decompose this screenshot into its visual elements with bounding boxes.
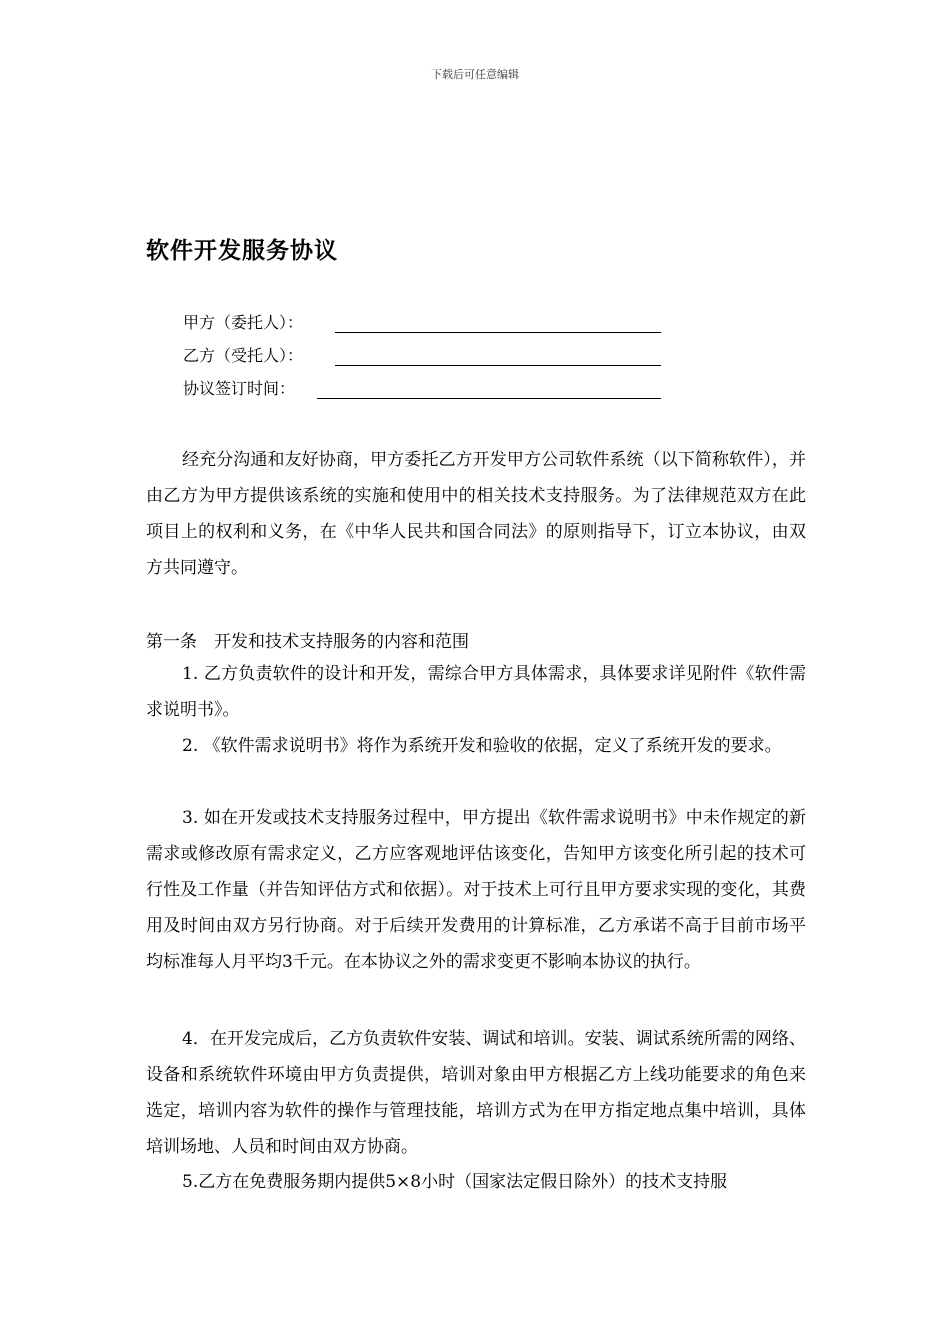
header-note: 下载后可任意编辑 (431, 68, 519, 81)
article-1-item-1: 1. 乙方负责软件的设计和开发，需综合甲方具体需求，具体要求详见附件《软件需求说明书》。 (146, 664, 806, 720)
document-title: 软件开发服务协议 (146, 238, 338, 264)
sign-date-field (183, 376, 295, 402)
party-a-blank (335, 310, 661, 333)
article-1-item-2: 2. 《软件需求说明书》将作为系统开发和验收的依据，定义了系统开发的要求。 (182, 736, 782, 756)
sign-date-blank (317, 376, 661, 399)
party-b-blank (335, 343, 661, 366)
article-1-item-3: 3. 如在开发或技术支持服务过程中，甲方提出《软件需求说明书》中未作规定的新需求或修改原有需求定义，乙方应客观地评估该变化，告知甲方该变化所引起的技术可行性及工作量（并告知评估方式和依据）。对于技术上可行且甲方要求实现的变化，其费用及时间由双方另行协商。对于后续开发费用的计算标准，乙方承诺不高于目前市场平均标准每人月平均3千元。在本协议之外的需求变更不影响本协议的执行。 (146, 808, 806, 972)
intro-paragraph: 经充分沟通和友好协商，甲方委托乙方开发甲方公司软件系统（以下简称软件），并由乙方为甲方提供该系统的实施和使用中的相关技术支持服务。为了法律规范双方在此项目上的权利和义务，在《中华人民共和国合同法》的原则指导下，订立本协议，由双方共同遵守。 (146, 450, 806, 578)
sign-date-label: 协议签订时间： (183, 379, 296, 398)
article-1-item-5: 5.乙方在免费服务期内提供5×8小时（国家法定假日除外）的技术支持服 (182, 1172, 728, 1192)
article-1-item-4: 4．在开发完成后，乙方负责软件安装、调试和培训。安装、调试系统所需的网络、设备和系统软件环境由甲方负责提供，培训对象由甲方根据乙方上线功能要求的角色来选定，培训内容为软件的操作与管理技能，培训方式为在甲方指定地点集中培训，具体培训场地、人员和时间由双方协商。 (146, 1029, 806, 1157)
article-1-title: 第一条 开发和技术支持服务的内容和范围 (146, 632, 469, 652)
party-b-label: 乙方（受托人）： (183, 346, 304, 365)
party-a-field (183, 310, 303, 336)
party-a-label: 甲方（委托人）： (183, 313, 304, 332)
party-b-field (183, 343, 303, 369)
